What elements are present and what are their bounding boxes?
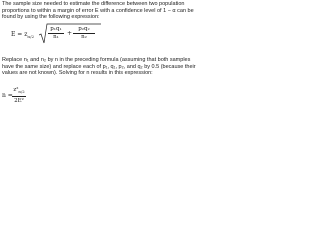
fraction-1-numerator: p₁q₁: [48, 26, 64, 34]
numerator-z-squared: z²: [13, 87, 19, 93]
fraction-2-denominator: n₂: [81, 34, 87, 40]
square-root: [39, 23, 101, 44]
sample-size-fraction: [12, 86, 26, 105]
formula-lhs-subscript: α/2: [27, 34, 34, 40]
formula-lhs: [11, 31, 34, 39]
numerator-subscript: α/2: [18, 89, 25, 95]
sample-size-numerator: [12, 86, 26, 97]
fraction-2-numerator: p₂q₂: [73, 26, 95, 34]
formula-lhs-text: E = z: [11, 31, 28, 38]
plus-sign: +: [67, 30, 73, 37]
fraction-1: [48, 26, 64, 41]
formula2-lhs: n =: [2, 92, 13, 99]
sample-size-denominator: 2E²: [14, 98, 24, 105]
intro-paragraph: The sample size needed to estimate the difference between two population proportions to within a margin of error E with a confidence level of 1 − α can be found by using the following expression:: [2, 1, 194, 21]
fraction-1-denominator: n₁: [53, 34, 59, 40]
fraction-2: [73, 26, 95, 41]
substitution-paragraph: Replace n₁ and n₂ by n in the preceding formula (assuming that both samples have the same size) and replace each of p₁, q₁, p₂, and q₂ by 0.5 (because their values are not known). Solving for n results in this expression:: [2, 57, 196, 77]
